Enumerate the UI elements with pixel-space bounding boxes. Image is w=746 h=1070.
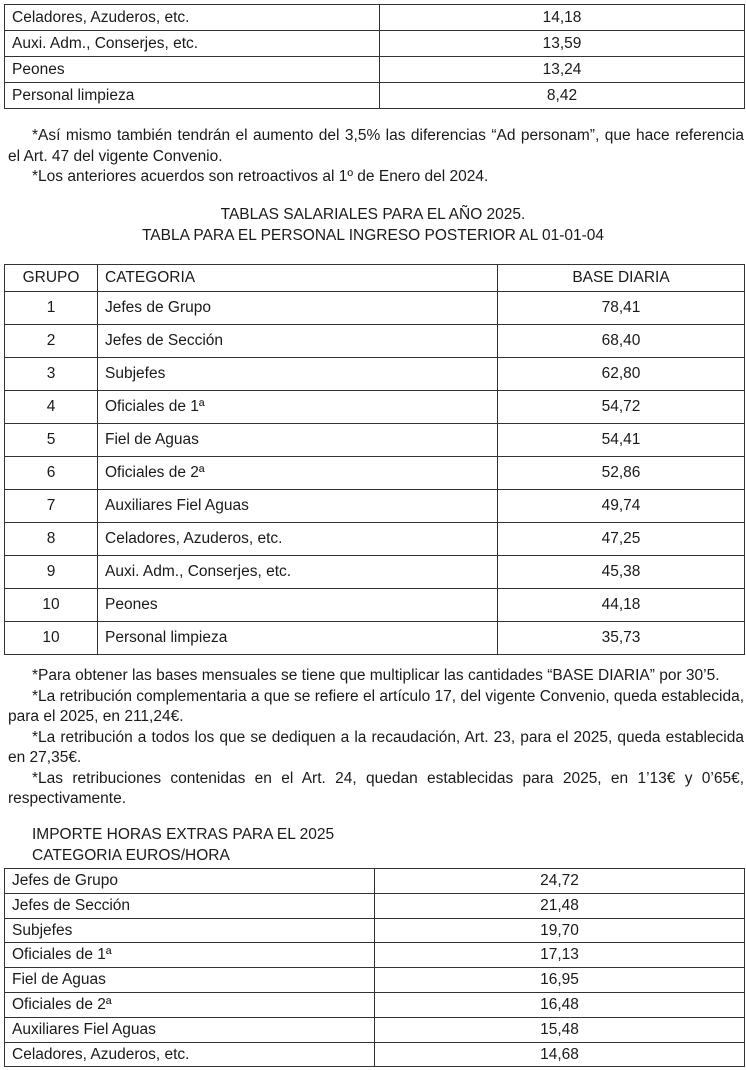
base-cell: 35,73 [498,622,745,655]
value-cell: 13,24 [380,57,745,83]
category-cell: Jefes de Grupo [5,869,375,894]
category-cell: Subjefes [5,918,375,943]
base-cell: 45,38 [498,556,745,589]
table-row [5,992,745,1017]
base-cell: 52,86 [498,457,745,490]
overtime-title: IMPORTE HORAS EXTRAS PARA EL 2025 [32,826,335,843]
table-row [5,424,745,457]
grupo-cell: 7 [5,490,98,523]
table-row [5,622,745,655]
table-row [5,292,745,325]
table-row [5,523,745,556]
category-cell: Oficiales de 1ª [5,943,375,968]
value-cell: 14,18 [380,5,745,31]
base-cell: 54,41 [498,424,745,457]
value-cell: 21,48 [375,893,745,918]
table-row [5,490,745,523]
notes-2025 [8,666,744,810]
table-row [5,943,745,968]
category-cell: Fiel de Aguas [5,968,375,993]
category-cell: Auxiliares Fiel Aguas [5,1017,375,1042]
value-cell: 15,48 [375,1017,745,1042]
grupo-cell: 3 [5,358,98,391]
table-row [5,457,745,490]
table-header-row [5,265,745,292]
table-row [5,869,745,894]
categoria-cell: Peones [98,589,498,622]
grupo-cell: 8 [5,523,98,556]
value-cell: 14,68 [375,1042,745,1067]
base-cell: 62,80 [498,358,745,391]
category-cell: Peones [5,57,380,83]
note-paragraph: *Así mismo también tendrán el aumento del 3,5% las diferencias “Ad personam”, que hace referencia el Art. 47 del vigente Convenio. [8,127,744,165]
grupo-cell: 6 [5,457,98,490]
note-paragraph: *Los anteriores acuerdos son retroactivos al 1º de Enero del 2024. [32,168,489,185]
categoria-cell: Auxiliares Fiel Aguas [98,490,498,523]
table-row [5,5,745,31]
category-cell: Auxi. Adm., Conserjes, etc. [5,31,380,57]
column-header-grupo: GRUPO [5,265,98,292]
table-row [5,325,745,358]
note-paragraph: *La retribución a todos los que se dediquen a la recaudación, Art. 23, para el 2025, queda establecida en 27,35€. [8,728,744,766]
section-title-2025 [0,204,746,246]
note-paragraph: *Las retribuciones contenidas en el Art. 24, quedan establecidas para 2025, en 1’13€ y 0’65€, respectivamente. [8,769,744,807]
categoria-cell: Oficiales de 1ª [98,391,498,424]
categoria-cell: Celadores, Azuderos, etc. [98,523,498,556]
categoria-cell: Personal limpieza [98,622,498,655]
grupo-cell: 1 [5,292,98,325]
table-row [5,589,745,622]
note-paragraph: *Para obtener las bases mensuales se tiene que multiplicar las cantidades “BASE DIARIA” por 30’5. [32,667,720,684]
salary-table-continued [4,4,745,109]
table-row [5,556,745,589]
value-cell: 24,72 [375,869,745,894]
subtitle-line: TABLA PARA EL PERSONAL INGRESO POSTERIOR AL 01-01-04 [141,227,605,244]
categoria-cell: Auxi. Adm., Conserjes, etc. [98,556,498,589]
value-cell: 19,70 [375,918,745,943]
base-cell: 68,40 [498,325,745,358]
categoria-cell: Oficiales de 2ª [98,457,498,490]
category-cell: Celadores, Azuderos, etc. [5,1042,375,1067]
categoria-cell: Jefes de Grupo [98,292,498,325]
value-cell: 13,59 [380,31,745,57]
category-cell: Jefes de Sección [5,893,375,918]
category-cell: Celadores, Azuderos, etc. [5,5,380,31]
categoria-cell: Subjefes [98,358,498,391]
value-cell: 17,13 [375,943,745,968]
table-row [5,1017,745,1042]
table-row [5,918,745,943]
categoria-cell: Jefes de Sección [98,325,498,358]
grupo-cell: 4 [5,391,98,424]
category-cell: Personal limpieza [5,83,380,109]
table-row [5,83,745,109]
table-row [5,391,745,424]
overtime-subtitle: CATEGORIA EUROS/HORA [32,847,230,864]
base-cell: 78,41 [498,292,745,325]
grupo-cell: 10 [5,622,98,655]
table-row [5,57,745,83]
table-row [5,358,745,391]
value-cell: 8,42 [380,83,745,109]
base-cell: 54,72 [498,391,745,424]
table-row [5,893,745,918]
table-row [5,31,745,57]
grupo-cell: 10 [5,589,98,622]
overtime-header [32,824,334,866]
salary-table-2025 [4,264,745,655]
value-cell: 16,48 [375,992,745,1017]
categoria-cell: Fiel de Aguas [98,424,498,457]
base-cell: 49,74 [498,490,745,523]
column-header-base-diaria: BASE DIARIA [498,265,745,292]
category-cell: Oficiales de 2ª [5,992,375,1017]
table-row [5,968,745,993]
note-paragraph: *La retribución complementaria a que se refiere el artículo 17, del vigente Convenio, queda establecida, para el 2025, en 211,24€. [8,687,744,725]
base-cell: 47,25 [498,523,745,556]
table-row [5,1042,745,1067]
grupo-cell: 5 [5,424,98,457]
value-cell: 16,95 [375,968,745,993]
title-line: TABLAS SALARIALES PARA EL AÑO 2025. [220,206,526,223]
grupo-cell: 9 [5,556,98,589]
notes-2024 [8,126,744,188]
overtime-table [4,868,745,1067]
grupo-cell: 2 [5,325,98,358]
base-cell: 44,18 [498,589,745,622]
column-header-categoria: CATEGORIA [98,265,498,292]
